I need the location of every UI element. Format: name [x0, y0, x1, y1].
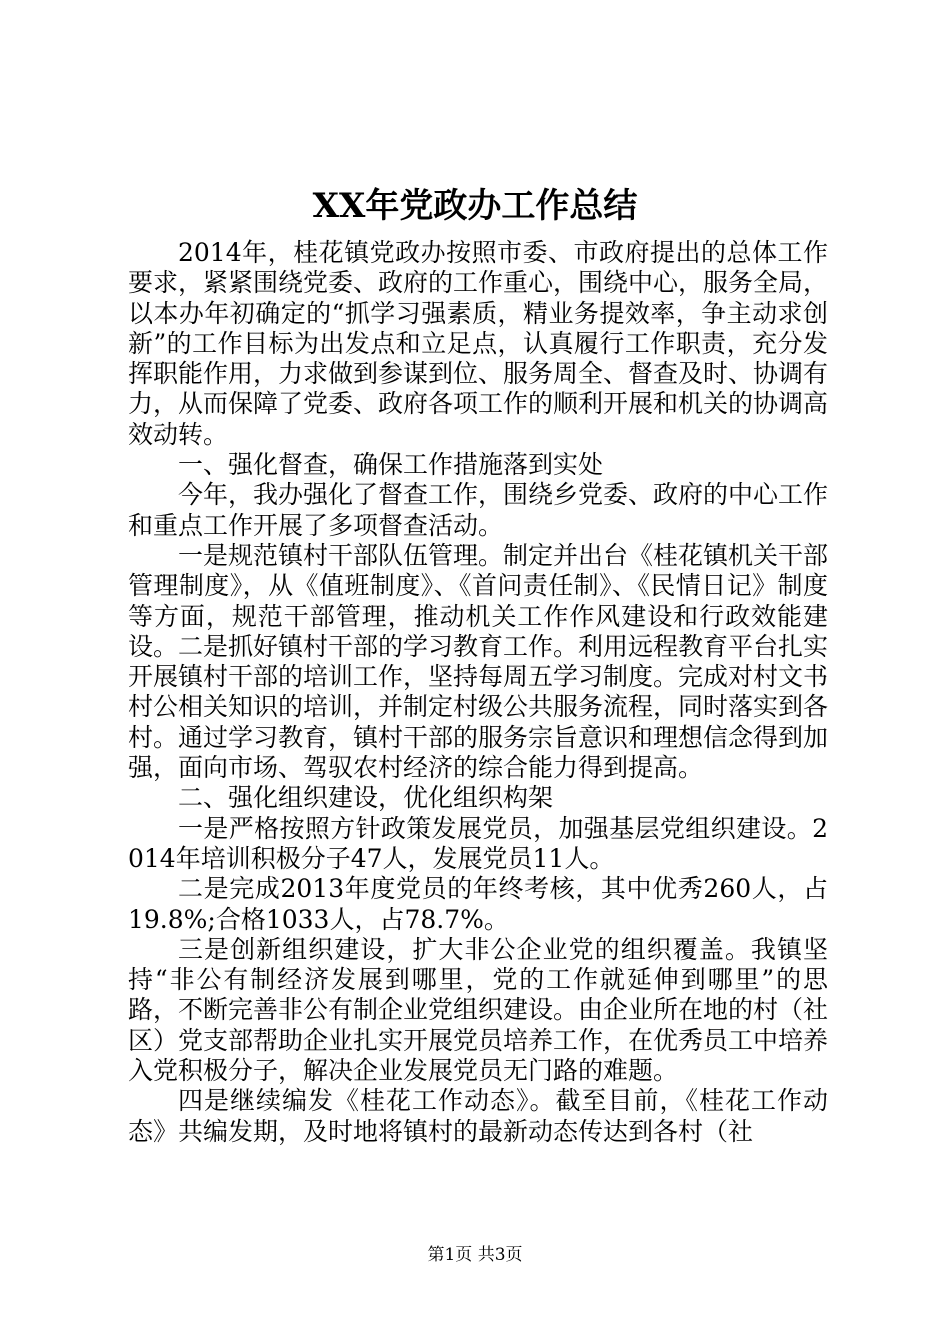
- section-heading-2: 二、强化组织建设，优化组织构架: [178, 783, 554, 813]
- page-number-footer: 第1页 共3页: [427, 1245, 523, 1265]
- section-heading-1: 一、强化督查，确保工作措施落到实处: [178, 450, 604, 480]
- paragraph: 今年，我办强化了督查工作，围绕乡党委、政府的中心工作和重点工作开展了多项督查活动。: [128, 480, 829, 540]
- document-title: XX年党政办工作总结: [312, 186, 638, 226]
- paragraph: 一是严格按照方针政策发展党员，加强基层党组织建设。2014年培训积极分子47人，发展党员11人。: [128, 813, 828, 873]
- paragraph: 一是规范镇村干部队伍管理。制定并出台《桂花镇机关干部管理制度》，从《值班制度》、《首问责任制》、《民情日记》制度等方面，规范干部管理，推动机关工作作风建设和行政效能建设。二是抓好镇村干部的学习教育工作。利用远程教育平台扎实开展镇村干部的培训工作，坚持每周五学习制度。完成对村文书村公相关知识的培训，并制定村级公共服务流程，同时落实到各村。通过学习教育，镇村干部的服务宗旨意识和理想信念得到加强，面向市场、驾驭农村经济的综合能力得到提高。: [128, 540, 829, 783]
- paragraph-intro: 2014年，桂花镇党政办按照市委、市政府提出的总体工作要求，紧紧围绕党委、政府的工作重心，围绕中心，服务全局，以本办年初确定的“抓学习强素质，精业务提效率，争主动求创新”的工作目标为出发点和立足点，认真履行工作职责，充分发挥职能作用，力求做到参谋到位、服务周全、督查及时、协调有力，从而保障了党委、政府各项工作的顺利开展和机关的协调高效动转。: [128, 238, 829, 449]
- paragraph: 二是完成2013年度党员的年终考核，其中优秀260人，占19.8%;合格1033人，占78.7%。: [128, 874, 828, 934]
- paragraph: 四是继续编发《桂花工作动态》。截至目前，《桂花工作动态》共编发期，及时地将镇村的最新动态传达到各村（社: [128, 1086, 828, 1146]
- paragraph: 三是创新组织建设，扩大非公企业党的组织覆盖。我镇坚持“非公有制经济发展到哪里，党的工作就延伸到哪里”的思路，不断完善非公有制企业党组织建设。由企业所在地的村（社区）党支部帮助企业扎实开展党员培养工作，在优秀员工中培养入党积极分子，解决企业发展党员无门路的难题。: [128, 934, 829, 1086]
- document-body: [128, 238, 828, 1147]
